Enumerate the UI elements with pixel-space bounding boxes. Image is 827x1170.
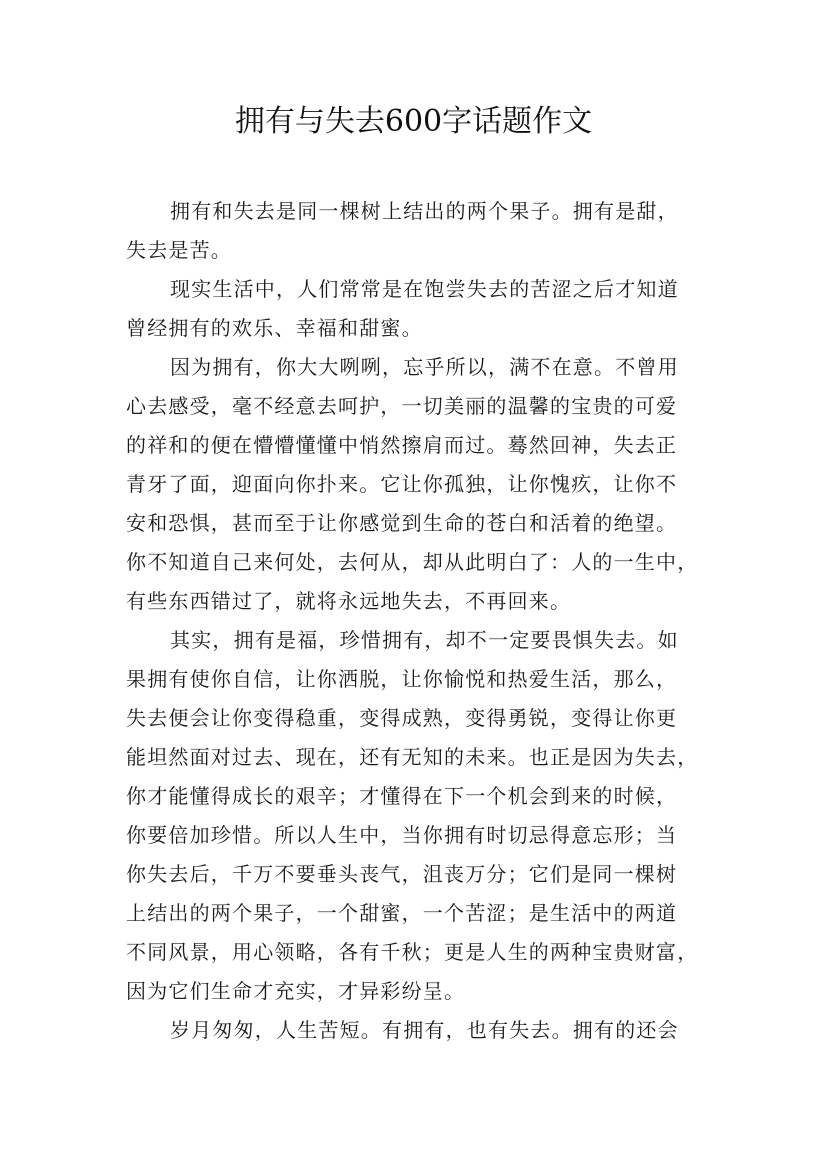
paragraph-line: 的祥和的便在懵懵懂懂中悄然擦肩而过。蓦然回神，失去正	[126, 433, 678, 457]
paragraph-first-line: 岁月匆匆，人生苦短。有拥有，也有失去。拥有的还会	[170, 1018, 679, 1042]
paragraph-line: 因为它们生命才充实，才异彩纷呈。	[126, 979, 466, 1003]
paragraph-line: 安和恐惧，甚而至于让你感觉到生命的苍白和活着的绝望。	[126, 511, 678, 535]
paragraph-line: 上结出的两个果子，一个甜蜜，一个苦涩；是生活中的两道	[126, 901, 678, 925]
paragraph-line: 有些东西错过了，就将永远地失去，不再回来。	[126, 589, 572, 613]
paragraph-first-line: 现实生活中，人们常常是在饱尝失去的苦涩之后才知道	[170, 277, 679, 301]
paragraph-line: 不同风景，用心领略，各有千秋；更是人生的两种宝贵财富，	[126, 940, 699, 964]
paragraph-first-line: 其实，拥有是福，珍惜拥有，却不一定要畏惧失去。如	[170, 628, 679, 652]
paragraph-line: 失去是苦。	[126, 238, 232, 262]
paragraph-line: 曾经拥有的欢乐、幸福和甜蜜。	[126, 316, 423, 340]
paragraph-line: 你不知道自己来何处，去何从，却从此明白了：人的一生中，	[126, 550, 699, 574]
paragraph-first-line: 拥有和失去是同一棵树上结出的两个果子。拥有是甜，	[170, 199, 679, 223]
paragraph-line: 失去便会让你变得稳重，变得成熟，变得勇锐，变得让你更	[126, 706, 678, 730]
paragraph-line: 心去感受，毫不经意去呵护，一切美丽的温馨的宝贵的可爱	[126, 394, 678, 418]
paragraph-line: 能坦然面对过去、现在，还有无知的未来。也正是因为失去，	[126, 745, 699, 769]
paragraph-line: 你要倍加珍惜。所以人生中，当你拥有时切忌得意忘形；当	[126, 823, 678, 847]
paragraph-first-line: 因为拥有，你大大咧咧，忘乎所以，满不在意。不曾用	[170, 355, 679, 379]
paragraph-line: 你失去后，千万不要垂头丧气，沮丧万分；它们是同一棵树	[126, 862, 678, 886]
paragraph-line: 青牙了面，迎面向你扑来。它让你孤独，让你愧疚，让你不	[126, 472, 678, 496]
document-body	[126, 192, 712, 1050]
paragraph-line: 你才能懂得成长的艰辛；才懂得在下一个机会到来的时候，	[126, 784, 678, 808]
paragraph-line: 果拥有使你自信，让你洒脱，让你愉悦和热爱生活，那么，	[126, 667, 678, 691]
document-title: 拥有与失去600字话题作文	[234, 104, 593, 139]
